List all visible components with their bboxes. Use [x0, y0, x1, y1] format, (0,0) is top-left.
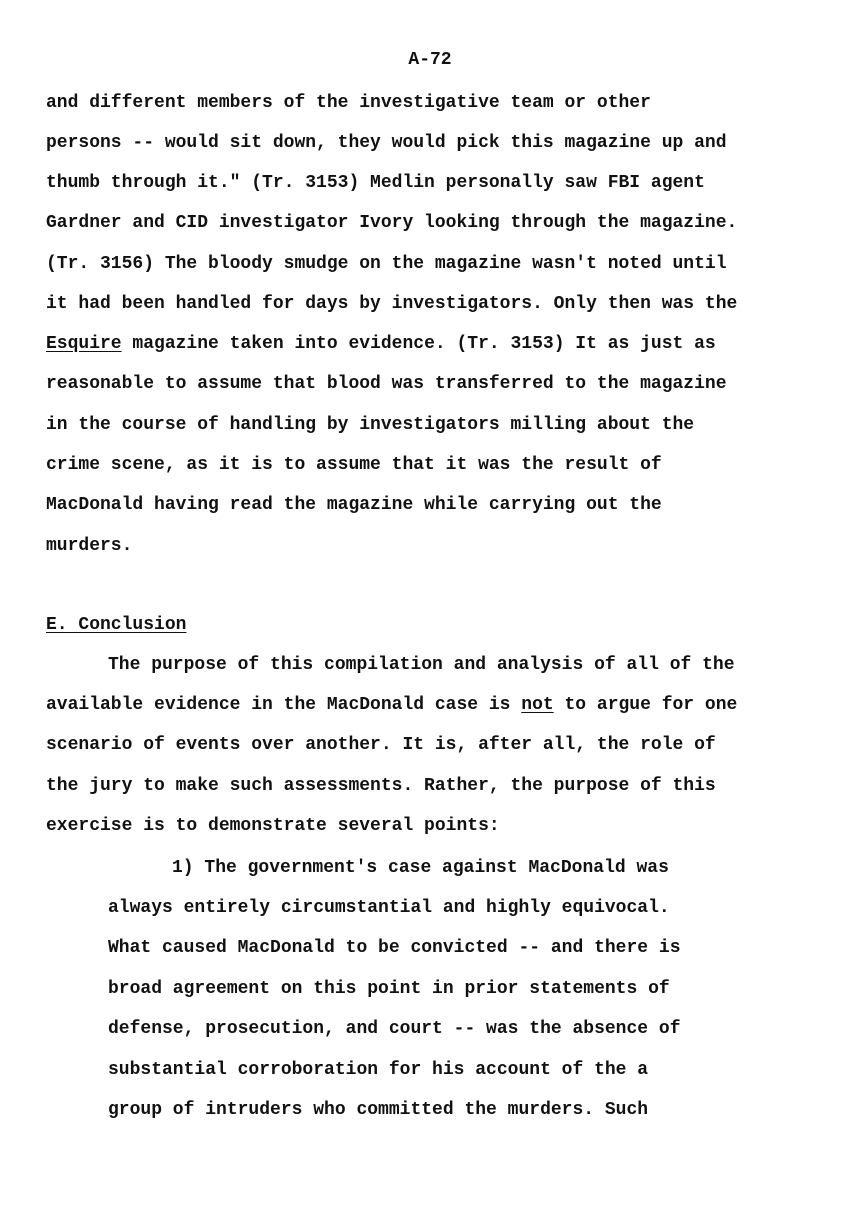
- paragraph-text: magazine taken into evidence. (Tr. 3153) It as just as: [121, 334, 716, 354]
- paragraph-line: The purpose of this compilation and analysis of all of the: [108, 655, 735, 675]
- page-number: A-72: [408, 50, 452, 70]
- numbered-point-line: group of intruders who committed the murders. Such: [108, 1100, 649, 1120]
- paragraph-line: crime scene, as it is to assume that it was the result of: [46, 455, 662, 475]
- paragraph-line: in the course of handling by investigators milling about the: [46, 415, 695, 435]
- paragraph-text: available evidence in the MacDonald case is: [46, 695, 522, 715]
- magazine-title: Esquire: [46, 334, 122, 354]
- numbered-point-line: What caused MacDonald to be convicted -- and there is: [108, 938, 681, 958]
- paragraph-line: murders.: [46, 536, 133, 556]
- paragraph-line: [46, 694, 737, 716]
- paragraph-line: (Tr. 3156) The bloody smudge on the magazine wasn't noted until: [46, 254, 727, 274]
- numbered-point-line: substantial corroboration for his account of the a: [108, 1060, 649, 1080]
- section-heading: E. Conclusion: [46, 615, 187, 635]
- paragraph-line: exercise is to demonstrate several points:: [46, 816, 500, 836]
- paragraph-line: persons -- would sit down, they would pick this magazine up and: [46, 133, 727, 153]
- emphasis-text: not: [521, 695, 554, 715]
- paragraph-line: Gardner and CID investigator Ivory looking through the magazine.: [46, 213, 738, 233]
- paragraph-line: and different members of the investigative team or other: [46, 93, 651, 113]
- numbered-point-line: always entirely circumstantial and highly equivocal.: [108, 898, 670, 918]
- paragraph-line: reasonable to assume that blood was transferred to the magazine: [46, 374, 727, 394]
- paragraph-line: thumb through it." (Tr. 3153) Medlin personally saw FBI agent: [46, 173, 705, 193]
- numbered-point-line: 1) The government's case against MacDonald was: [172, 858, 669, 878]
- paragraph-text: to argue for one: [553, 695, 738, 715]
- numbered-point-line: defense, prosecution, and court -- was the absence of: [108, 1019, 681, 1039]
- paragraph-line: MacDonald having read the magazine while carrying out the: [46, 495, 662, 515]
- numbered-point-line: broad agreement on this point in prior statements of: [108, 979, 670, 999]
- paragraph-line: [46, 333, 716, 355]
- paragraph-line: the jury to make such assessments. Rather, the purpose of this: [46, 776, 716, 796]
- paragraph-line: it had been handled for days by investigators. Only then was the: [46, 294, 738, 314]
- paragraph-line: scenario of events over another. It is, after all, the role of: [46, 735, 716, 755]
